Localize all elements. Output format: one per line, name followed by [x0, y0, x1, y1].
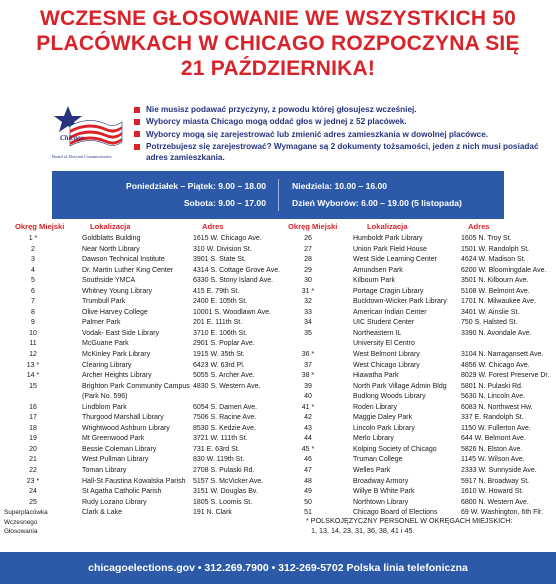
location-address: 6800 N. Western Ave. [461, 498, 529, 506]
location-row [287, 297, 553, 308]
ward-number: 43 [304, 424, 312, 432]
location-row [12, 403, 282, 414]
location-address: 1701 N. Milwaukee Ave. [461, 298, 536, 306]
ward-number: 1 * [28, 235, 38, 242]
location-address: 10001 S. Woodlawn Ave. [193, 308, 271, 316]
footer-contact-text: chicagoelections.gov • 312.269.7900 • 312-269-5702 Polska linia telefoniczna [88, 562, 468, 574]
location-address: 337 E. Randolph St. [461, 414, 524, 422]
location-address: 1915 W. 35th St. [193, 351, 245, 359]
location-name: Amundsen Park [353, 266, 403, 274]
location-row [12, 255, 282, 266]
location-row [12, 498, 282, 509]
ward-number: 20 [29, 445, 37, 453]
location-row [287, 424, 553, 435]
location-address: 1145 W. Wilson Ave. [461, 456, 525, 464]
ward-number: 15 [29, 382, 37, 390]
ward-number: 2 [31, 245, 35, 253]
ward-number: 49 [304, 488, 312, 496]
ward-number: 11 [29, 340, 37, 348]
location-name: Budlong Woods Library [353, 393, 426, 401]
location-address: 2333 W. Sunnyside Ave. [461, 467, 537, 475]
bullet-item [134, 129, 546, 140]
location-address: 2901 S. Poplar Ave. [193, 340, 255, 348]
ward-number: 46 [304, 456, 312, 464]
location-address: 6330 S. Stony Island Ave. [193, 277, 274, 285]
ward-number: 39 [304, 382, 312, 390]
location-name: Goldblatts Building [82, 235, 141, 242]
left-locations-table [4, 234, 282, 536]
location-name: Broadway Armory [353, 477, 409, 485]
location-row [12, 308, 282, 319]
location-address: 310 W. Division St. [193, 245, 252, 253]
bullet-item [134, 116, 546, 127]
location-address: 69 W. Washington, 6th Flr. [461, 509, 543, 517]
location-address: 3104 N. Narragansett Ave. [461, 351, 544, 359]
location-name: Bucktown-Wicker Park Library [353, 298, 447, 306]
location-row [12, 455, 282, 466]
location-address: 5108 W. Belmont Ave. [461, 287, 530, 295]
location-name: Bessie Coleman Library [82, 445, 157, 453]
location-address: 8029 W. Forest Preserve Dr. [461, 372, 550, 380]
location-name: Lindblom Park [82, 403, 127, 411]
location-address: 3390 N. Avondale Ave. [461, 329, 532, 337]
location-address: 5055 S. Archer Ave. [193, 372, 255, 380]
ward-number: 14 * [26, 372, 40, 380]
location-address: 1610 W. Howard St. [461, 488, 524, 496]
footnote-line-2: 1, 13, 14, 23, 31, 36, 38, 41 i 45. [311, 526, 415, 535]
location-name: Northeastern IL University El Centro [353, 329, 415, 348]
location-address: 5630 N. Lincoln Ave. [461, 393, 526, 401]
location-name: McGuane Park [82, 340, 129, 348]
footnote [306, 516, 512, 536]
address-header-left: Adres [202, 222, 224, 231]
ward-number: 23 * [26, 477, 40, 485]
location-row [12, 339, 282, 350]
location-row [287, 487, 553, 498]
location-row [12, 413, 282, 424]
ward-number: 42 [304, 414, 312, 422]
location-row [287, 308, 553, 319]
location-row [12, 487, 282, 498]
location-address: 3151 W. Douglas Bv. [193, 488, 258, 496]
location-name: Thurgood Marshall Library [82, 414, 164, 422]
location-row [287, 445, 553, 456]
location-row [12, 234, 282, 245]
location-name: Vodak- East Side Library [82, 329, 160, 337]
location-address: 1615 W. Chicago Ave. [193, 235, 262, 242]
location-name: Chicago Board of Elections [353, 509, 438, 517]
footnote-line-1: * POLSKOJĘZYCZNY PERSONEL W OKRĘGACH MIEJSKICH: [306, 516, 513, 525]
location-row [12, 361, 282, 372]
location-row [12, 382, 282, 403]
location-row [12, 350, 282, 361]
location-name: Rudy Lozano Library [82, 498, 147, 506]
location-name: Dr. Martin Luther King Center [82, 266, 174, 274]
location-name: Brighton Park Community Campus (Park No. 596) [82, 382, 190, 401]
ward-number: 19 [29, 435, 37, 443]
hours-panel [52, 171, 504, 219]
location-address: 3710 E. 106th St. [193, 329, 248, 337]
location-name: Merlo Library [353, 435, 394, 443]
bullet-text: Nie musisz podawać przyczyny, z powodu której głosujesz wcześniej. [146, 105, 417, 114]
headline-line-2: PLACÓWKACH W CHICAGO ROZPOCZYNA SIĘ [36, 32, 520, 55]
ward-number: 44 [304, 435, 312, 443]
ward-number: 17 [29, 414, 37, 422]
location-row [12, 297, 282, 308]
location-address: 6054 S. Damen Ave. [193, 403, 258, 411]
location-name: Kolping Society of Chicago [353, 445, 437, 453]
ward-number: 24 [29, 488, 37, 496]
sunday-hours: Niedziela: 10.00 – 16.00 [292, 181, 388, 191]
ward-number: 35 [304, 329, 312, 337]
location-name: Northtown Library [353, 498, 409, 506]
location-address: 750 S. Halsted St. [461, 319, 518, 327]
location-address: 6083 N. Northwest Hw. [461, 403, 533, 411]
location-name: Hiawatha Park [353, 372, 399, 380]
election-day-hours: Dzień Wyborów: 6.00 – 19.00 (5 listopada) [292, 198, 462, 208]
location-name: Portage Cragin Library [353, 287, 424, 295]
location-name: Mt Greenwood Park [82, 435, 145, 443]
location-name: Union Park Field House [353, 245, 427, 253]
location-address: 191 N. Clark [193, 509, 232, 517]
bullet-text: Wyborcy mogą się zarejestrować lub zmienić adres zamieszkania w dowolnej placówce. [146, 129, 489, 139]
location-name: Clearing Library [82, 361, 132, 369]
location-row [12, 329, 282, 340]
location-row [287, 266, 553, 277]
location-name: Willye B White Park [353, 488, 415, 496]
location-name: American Indian Center [353, 308, 427, 316]
headline-line-1: WCZESNE GŁOSOWANIE WE WSZYSTKICH 50 [39, 7, 517, 30]
ward-number: 6 [31, 287, 35, 295]
location-row [287, 276, 553, 287]
election-board-logo [48, 104, 124, 162]
bullet-text: Potrzebujesz się zarejestrować? Wymagane są 2 dokumenty tożsamości, jeden z nich musi posiadać adres zamieszkania. [146, 142, 539, 163]
location-row [12, 276, 282, 287]
ward-number: 26 [304, 235, 312, 242]
weekday-hours: Poniedziałek – Piątek: 9.00 – 18.00 [126, 181, 266, 191]
ward-number: 9 [31, 319, 35, 327]
location-name: St Agatha Catholic Parish [82, 488, 162, 496]
location-name: North Park Village Admin Bldg [353, 382, 447, 390]
location-row [12, 266, 282, 277]
location-address: 1805 S. Loomis St. [193, 498, 253, 506]
location-address: 5801 N. Pulaski Rd. [461, 382, 523, 390]
headline [0, 6, 556, 81]
location-address: 7506 S. Racine Ave. [193, 414, 257, 422]
location-address: 1605 N. Troy St. [461, 235, 512, 242]
ward-number: 22 [29, 467, 37, 475]
location-row [12, 477, 282, 488]
location-address: 2400 E. 105th St. [193, 298, 248, 306]
info-bullets [134, 104, 546, 165]
ward-number: 32 [304, 298, 312, 306]
address-header-right: Adres [468, 222, 490, 231]
bullet-square-icon [134, 107, 140, 113]
location-address: 4830 S. Western Ave. [193, 382, 261, 390]
location-name: Clark & Lake [82, 509, 123, 517]
headline-line-3: 21 PAŹDZIERNIKA! [180, 57, 376, 80]
location-address: 5826 N. Elston Ave. [461, 445, 523, 453]
ward-header-right: Okręg Miejski [288, 222, 338, 231]
location-row [287, 350, 553, 361]
location-row [287, 361, 553, 372]
location-row [12, 466, 282, 477]
location-address: 1501 W. Randolph St. [461, 245, 530, 253]
location-name: West Pullman Library [82, 456, 149, 464]
location-name: Welles Park [353, 467, 391, 475]
ward-number: 33 [304, 308, 312, 316]
location-name: Archer Heights Library [82, 372, 152, 380]
location-name: West Belmont Library [353, 351, 420, 359]
location-row [287, 255, 553, 266]
location-name: Kilbourn Park [353, 277, 396, 285]
location-address: 3901 S. State St. [193, 256, 246, 264]
location-row [4, 508, 282, 536]
ward-number: 50 [304, 498, 312, 506]
location-row [287, 466, 553, 477]
location-row [12, 287, 282, 298]
location-name: Trumbull Park [82, 298, 126, 306]
location-name: Wrightwood Ashburn Library [82, 424, 170, 432]
location-address: 830 W. 119th St. [193, 456, 245, 464]
bullet-item [134, 104, 546, 115]
location-address: 731 E. 63rd St. [193, 445, 240, 453]
location-address: 3501 N. Kilbourn Ave. [461, 277, 529, 285]
bullet-text: Wyborcy miasta Chicago mogą oddać głos w jednej z 52 placówek. [146, 117, 407, 127]
location-address: 8530 S. Kedzie Ave. [193, 424, 256, 432]
location-row [287, 287, 553, 298]
ward-number: 16 [29, 403, 37, 411]
seal-text-bottom: Board of Election Commissioners [52, 154, 112, 159]
location-row [287, 371, 553, 382]
location-row [287, 413, 553, 424]
location-name: Near North Library [82, 245, 140, 253]
location-address: 2708 S. Pulaski Rd. [193, 467, 255, 475]
location-row [12, 445, 282, 456]
location-name: Hall-St Faustina Kowalska Parish [82, 477, 186, 485]
location-header-right: Lokalizacja [367, 222, 408, 231]
ward-number: 25 [29, 498, 37, 506]
ward-number: Superplacówka Wczesnego Głosowania [4, 509, 48, 536]
location-name: McKinley Park Library [82, 351, 151, 359]
ward-number: 31 * [301, 287, 315, 295]
saturday-hours: Sobota: 9.00 – 17.00 [183, 198, 266, 208]
location-name: West Chicago Library [353, 361, 420, 369]
location-name: Roden Library [353, 403, 397, 411]
location-row [287, 434, 553, 445]
ward-number: 37 [304, 361, 312, 369]
location-row [287, 382, 553, 393]
ward-number: 13 * [26, 361, 40, 369]
location-row [12, 371, 282, 382]
hours-divider [278, 179, 279, 211]
ward-number: 40 [304, 393, 312, 401]
location-address: 6200 W. Bloomingdale Ave. [461, 266, 547, 274]
location-name: Olive Harvey College [82, 308, 148, 316]
ward-number: 36 * [301, 351, 315, 359]
ward-number: 51 [304, 509, 312, 517]
ward-number: 47 [304, 467, 312, 475]
location-row [12, 424, 282, 435]
location-address: 201 E. 111th St. [193, 319, 243, 327]
location-address: 4314 S. Cottage Grove Ave. [193, 266, 281, 274]
location-address: 415 E. 79th St. [193, 287, 240, 295]
location-address: 4856 W. Chicago Ave. [461, 361, 530, 369]
location-address: 3401 W. Ainslie St. [461, 308, 520, 316]
location-row [287, 329, 553, 350]
bullet-square-icon [134, 144, 140, 150]
location-name: Truman College [353, 456, 403, 464]
location-name: West Side Learning Center [353, 256, 437, 264]
location-name: UIC Student Center [353, 319, 415, 327]
location-row [12, 318, 282, 329]
location-address: 4624 W. Madison St. [461, 256, 526, 264]
ward-number: 3 [31, 256, 35, 264]
bullet-item [134, 141, 546, 163]
location-address: 6423 W. 63rd Pl. [193, 361, 245, 369]
ward-number: 27 [304, 245, 312, 253]
location-name: Humboldt Park Library [353, 235, 423, 242]
location-row [287, 234, 553, 245]
ward-number: 21 [29, 456, 37, 464]
ward-number: 10 [29, 329, 37, 337]
ward-header-left: Okręg Miejski [15, 222, 65, 231]
ward-number: 29 [304, 266, 312, 274]
location-address: 5157 S. McVicker Ave. [193, 477, 264, 485]
ward-number: 30 [304, 277, 312, 285]
ward-number: 28 [304, 256, 312, 264]
location-header-left: Lokalizacja [90, 222, 131, 231]
ward-number: 48 [304, 477, 312, 485]
location-name: Southside YMCA [82, 277, 136, 285]
footer-bar [0, 552, 556, 584]
ward-number: 5 [31, 277, 35, 285]
ward-number: 18 [29, 424, 37, 432]
location-row [287, 455, 553, 466]
location-row [12, 434, 282, 445]
location-name: Dawson Technical Institute [82, 256, 165, 264]
location-name: Whitney Young Library [82, 287, 153, 295]
location-row [287, 477, 553, 488]
location-name: Palmer Park [82, 319, 121, 327]
location-address: 3721 W. 111th St. [193, 435, 248, 443]
location-address: 644 W. Belmont Ave. [461, 435, 526, 443]
ward-number: 4 [31, 266, 35, 274]
location-row [287, 392, 553, 403]
ward-number: 41 * [301, 403, 315, 411]
location-address: 1150 W. Fullerton Ave. [461, 424, 531, 432]
ward-number: 38 * [301, 372, 315, 380]
ward-number: 8 [31, 308, 35, 316]
location-row [287, 403, 553, 414]
location-row [12, 245, 282, 256]
ward-number: 34 [304, 319, 312, 327]
ward-number: 45 * [301, 445, 315, 453]
location-name: Maggie Daley Park [353, 414, 413, 422]
location-row [287, 498, 553, 509]
location-row [287, 245, 553, 256]
bullet-square-icon [134, 131, 140, 137]
seal-text-top: Chicago [60, 134, 85, 142]
ward-number: 7 [31, 298, 35, 306]
location-name: Lincoln Park Library [353, 424, 415, 432]
location-row [287, 318, 553, 329]
right-locations-table [287, 234, 553, 519]
ward-number: 12 [29, 351, 37, 359]
bullet-square-icon [134, 119, 140, 125]
location-name: Toman Library [82, 467, 127, 475]
location-address: 5917 N. Broadway St. [461, 477, 530, 485]
